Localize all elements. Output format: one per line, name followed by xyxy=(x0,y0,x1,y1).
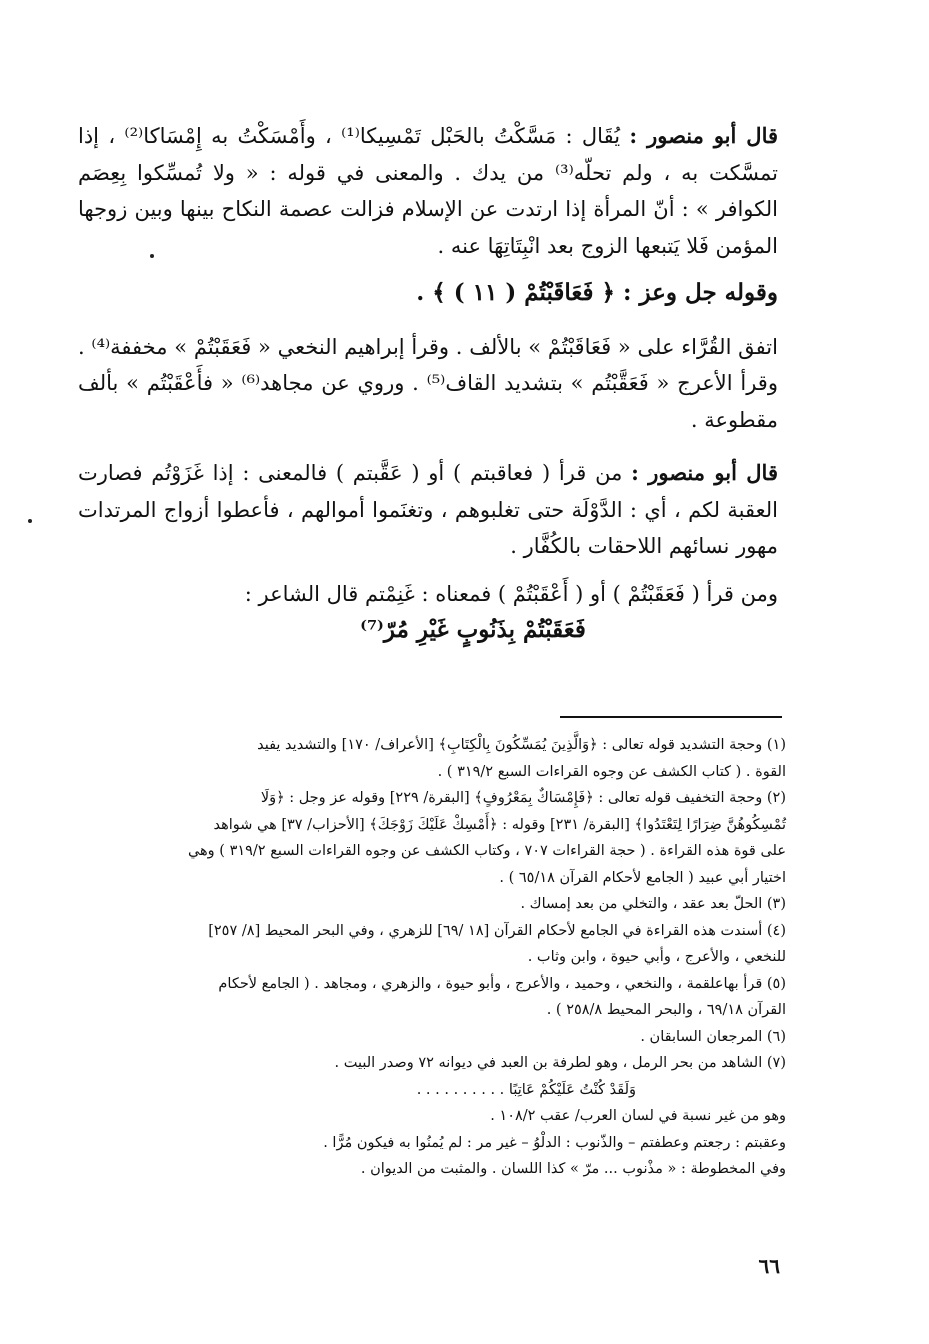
footnote-3: (٣) الحلّ بعد عقد ، والتخلي من بعد إمساك . xyxy=(520,896,786,912)
scan-speck xyxy=(150,254,154,258)
paragraph-1-text: يُقَال : مَسَّكْتُ بالحَبْل تَمْسِيكا⁽¹⁾ ، وأَمْسَكْتُ به إِمْسَاكا⁽²⁾ ، إذا تمسَّكت به ، ولم تحلّه⁽³⁾ من يدك . والمعنى في قوله : « ولا تُمسِّكوا بِعِصَم الكوافر » : أنّ المرأة إذا ارتدت عن الإسلام فزالت عصمة النكاح بينها وبين زوجها المؤمن فَلا يَتبعها الزوج بعد انْبِتَاتِهَا عنه . xyxy=(78,124,778,258)
paragraph-1 xyxy=(78,118,778,264)
paragraph-3-lead: قال أبو منصور : xyxy=(631,460,778,485)
footnotes xyxy=(78,732,786,1183)
footnote-4-line-1: (٤) أسندت هذه القراءة في الجامع لأحكام القرآن [١٨ /٦٩] للزهري ، وفي البحر المحيط [٨/ ٢٥٧] xyxy=(208,922,786,939)
footnote-2-line-1: (٢) وحجة التخفيف قوله تعالى : ﴿فَإِمْسَاكٌ بِمَعْرُوفٍ﴾ [البقرة/ ٢٢٩] وقوله عز وجل : ﴿وَلَا xyxy=(260,790,786,806)
paragraph-3 xyxy=(78,455,778,565)
paragraph-3-text: من قرأ ( فعاقبتم ) أو ( عَقَّبتم ) فالمعنى : إذا غَزَوْتُم فصارت العقبة لكم ، أي : الدَّوْلَة حتى تغلبوهم ، وتغنَموا أموالهم ، فأعطوا أزواج المرتدات مهور نسائهم اللاحقات بالكُفَّار . xyxy=(78,461,778,558)
footnote-1-line-2: القوة . ( كتاب الكشف عن وجوه القراءات السبع ٣١٩/٢ ) . xyxy=(437,763,786,780)
paragraph-2: اتفق القُرَّاء على « فَعَاقَبْتُمْ » بالألف . وقرأ إبراهيم النخعي « فَعَقَبْتُمْ » مخففة⁽⁴⁾ . وقرأ الأعرج « فَعَقَّبْتُم » بتشديد القاف⁽⁵⁾ . وروي عن مجاهد⁽⁶⁾ « فأَعْقَبْتُم » بألف مقطوعة . xyxy=(78,334,778,432)
footnote-2-line-4: اختيار أبي عبيد ( الجامع لأحكام القرآن ٦٥/١٨ ) . xyxy=(499,869,786,886)
page-number: ٦٦ xyxy=(758,1254,780,1278)
footnote-7-line-1: (٧) الشاهد من بحر الرمل ، وهو لطرفة بن العبد في ديوانه ٧٢ وصدر البيت . xyxy=(334,1055,786,1071)
footnote-7-line-5: وفي المخطوطة : « مذْنوب ... مرّ » كذا اللسان . والمثبت من الديوان . xyxy=(360,1161,786,1177)
footnote-separator xyxy=(560,716,782,718)
footnote-4-line-2: للنخعي ، والأعرج ، وأبي حيوة ، وابن وثاب . xyxy=(527,949,786,965)
main-text xyxy=(78,118,778,649)
footnote-5-line-1: (٥) قرأ بهاعلقمة ، والنخعي ، وحميد ، والأعرج ، وأبو حيوة ، والزهري ، ومجاهد . ( الجامع لأحكام xyxy=(218,975,786,992)
scan-speck xyxy=(28,519,32,523)
footnote-7-verse: وَلَقَدْ كُنْتُ عَلَيْكُمْ عَاتِبًا . . . . . . . . . . xyxy=(416,1081,636,1098)
footnote-5-line-2: القرآن ٦٩/١٨ ، والبحر المحيط ٢٥٨/٨ ) . xyxy=(546,1002,786,1018)
footnote-2-line-2: تُمْسِكُوهُنَّ ضِرَارًا لِتَعْتَدُوا﴾ [البقرة/ ٢٣١] وقوله : ﴿أَمْسِكْ عَلَيْكَ زَوْجَكَ﴾ [الأحزاب/ ٣٧] هي شواهد xyxy=(213,816,786,833)
paragraph-4: ومن قرأ ( فَعَقَبْتُمْ ) أو ( أَعْقَبْتُمْ ) فمعناه : غَنِمْتم قال الشاعر : xyxy=(244,581,778,606)
paragraph-1-lead: قال أبو منصور : xyxy=(629,123,779,148)
poem-verse: فَعَقَبْتُمْ بِذَنُوبٍ غَيْرِ مُرّ⁽⁷⁾ xyxy=(360,616,586,643)
footnote-6: (٦) المرجعان السابقان . xyxy=(640,1028,786,1045)
footnote-2-line-3: على قوة هذه القراءة . ( حجة القراءات ٧٠٧ ، وكتاب الكشف عن وجوه القراءات السبع ٣١٩/٢ ) وهي xyxy=(187,843,786,859)
footnote-7-line-4: وعقبتم : رجعتم وعطفتم – والذّنوب : الدلْوُ – غير مر : لم يُمنُوا به فيكون مُرًّا . xyxy=(323,1134,786,1151)
footnote-7-line-3: وهو من غير نسبة في لسان العرب/ عقب ١٠٨/٢ . xyxy=(490,1108,786,1124)
verse-heading: وقوله جل وعز : ﴿ فَعَاقَبْتُمْ ( ١١ ) ﴾ . xyxy=(416,279,778,306)
footnote-1-line-1: (١) وحجة التشديد قوله تعالى : ﴿وَالَّذِينَ يُمَسِّكُونَ بِالْكِتَابِ﴾ [الأعراف/ ١٧٠] والتشديد يفيد xyxy=(257,737,786,753)
